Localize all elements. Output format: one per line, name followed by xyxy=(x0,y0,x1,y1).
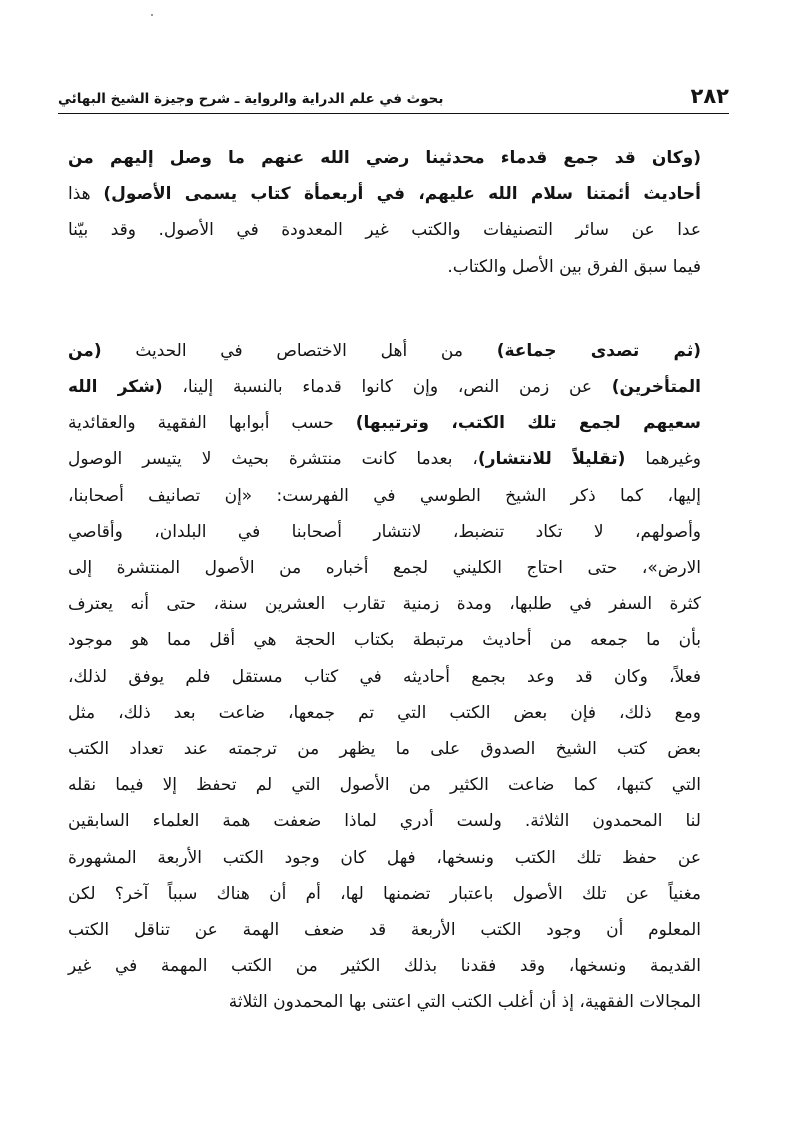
text-line xyxy=(68,767,701,803)
text-segment: مغنياً عن تلك الأصول باعتبار تضمنها لها، أم أن هناك سبباً آخر؟ لكن xyxy=(68,883,701,904)
text-segment: فعلاً، وكان قد وعد بجمع أحاديثه في كتاب مستقل فلم يوفق لذلك، xyxy=(68,666,701,687)
text-segment: إليها، كما ذكر الشيخ الطوسي في الفهرست: «إن تصانيف أصحابنا، xyxy=(68,485,701,506)
text-line xyxy=(68,249,701,285)
text-line xyxy=(68,140,701,176)
text-line xyxy=(68,695,701,731)
text-segment: عن زمن النص، وإن كانوا قدماء بالنسبة إلينا، xyxy=(162,377,612,398)
text-segment: الارض»، حتى احتاج الكليني لجمع أخباره من الأصول المنتشرة إلى xyxy=(68,558,701,579)
text-segment: فيما سبق الفرق بين الأصل والكتاب. xyxy=(447,256,701,277)
text-line xyxy=(68,176,701,212)
text-line xyxy=(68,840,701,876)
text-line xyxy=(68,948,701,984)
bold-quote-segment: (تقليلاً للانتشار) xyxy=(477,449,626,470)
bold-quote-segment: المتأخرين) xyxy=(611,377,701,398)
text-segment: وأصولهم، لا تكاد تنضبط، لانتشار أصحابنا في البلدان، وأقاصي xyxy=(68,521,701,542)
text-segment: لنا المحمدون الثلاثة. ولست أدري لماذا ضعفت همة العلماء السابقين xyxy=(68,811,701,832)
bold-quote-segment: سعيهم لجمع تلك الكتب، وترتيبها) xyxy=(355,413,701,434)
text-line xyxy=(68,550,701,586)
text-segment: المعلوم أن وجود الكتب الأربعة قد ضعف الهمة عن تناقل الكتب xyxy=(68,920,701,941)
text-line xyxy=(68,478,701,514)
text-segment: حسب أبوابها الفقهية والعقائدية xyxy=(68,413,356,434)
text-line xyxy=(68,912,701,948)
text-segment: هذا xyxy=(68,184,104,205)
scan-speck xyxy=(151,14,153,16)
paragraph xyxy=(68,333,701,1021)
text-line xyxy=(68,212,701,248)
text-line xyxy=(68,514,701,550)
text-line xyxy=(68,333,701,369)
text-segment: من أهل الاختصاص في الحديث xyxy=(101,340,497,361)
bold-quote-segment: أحاديث أئمتنا سلام الله عليهم، في أربعمأة كتاب يسمى الأصول) xyxy=(103,184,702,205)
text-line xyxy=(68,984,701,1020)
text-segment: ، بعدما كانت منتشرة بحيث لا يتيسر الوصول xyxy=(68,449,478,470)
page-header xyxy=(58,80,729,114)
text-line xyxy=(68,441,701,477)
paragraph xyxy=(68,140,701,285)
text-segment: ومع ذلك، فإن بعض الكتب التي تم جمعها، ضاعت بعد ذلك، مثل xyxy=(68,702,701,723)
text-line xyxy=(68,405,701,441)
body-text xyxy=(68,140,701,1021)
bold-quote-segment: (من xyxy=(68,340,102,361)
text-segment: عن حفظ تلك الكتب ونسخها، فهل كان وجود الكتب الأربعة المشهورة xyxy=(68,847,701,868)
text-segment: القديمة ونسخها، وقد فقدنا بذلك الكثير من الكتب المهمة في غير xyxy=(68,956,701,977)
running-head: بحوث في علم الدراية والرواية ـ شرح وجيزة الشيخ البهائي xyxy=(58,91,444,107)
bold-quote-segment: (شكر الله xyxy=(68,377,163,398)
text-line xyxy=(68,659,701,695)
text-segment: عدا عن سائر التصنيفات والكتب غير المعدودة في الأصول. وقد بيّنا xyxy=(68,220,701,241)
text-line xyxy=(68,586,701,622)
text-segment: وغيرهما xyxy=(625,449,701,470)
page-number: ٢٨٢ xyxy=(690,84,729,108)
bold-quote-segment: (وكان قد جمع قدماء محدثينا رضي الله عنهم ما وصل إليهم من xyxy=(68,148,701,168)
bold-quote-segment: (ثم تصدى جماعة) xyxy=(496,340,701,361)
text-segment: بعض كتب الشيخ الصدوق على ما يظهر من ترجمته عند تعداد الكتب xyxy=(68,739,701,760)
text-line xyxy=(68,876,701,912)
text-line xyxy=(68,622,701,658)
text-segment: كثرة السفر في طلبها، ومدة زمنية تقارب العشرين سنة، حتى أنه يعترف xyxy=(68,594,701,615)
text-segment: بأن ما جمعه من أحاديث مرتبطة بكتاب الحجة هي أقل مما هو موجود xyxy=(68,630,701,651)
header-rule xyxy=(58,113,729,114)
text-line xyxy=(68,803,701,839)
text-line xyxy=(68,369,701,405)
text-line xyxy=(68,731,701,767)
text-segment: التي كتبها، كما ضاعت الكثير من الأصول التي لم تحفظ إلا فيما نقله xyxy=(68,775,701,796)
text-segment: المجالات الفقهية، إذ أن أغلب الكتب التي اعتنى بها المحمدون الثلاثة xyxy=(228,992,701,1013)
